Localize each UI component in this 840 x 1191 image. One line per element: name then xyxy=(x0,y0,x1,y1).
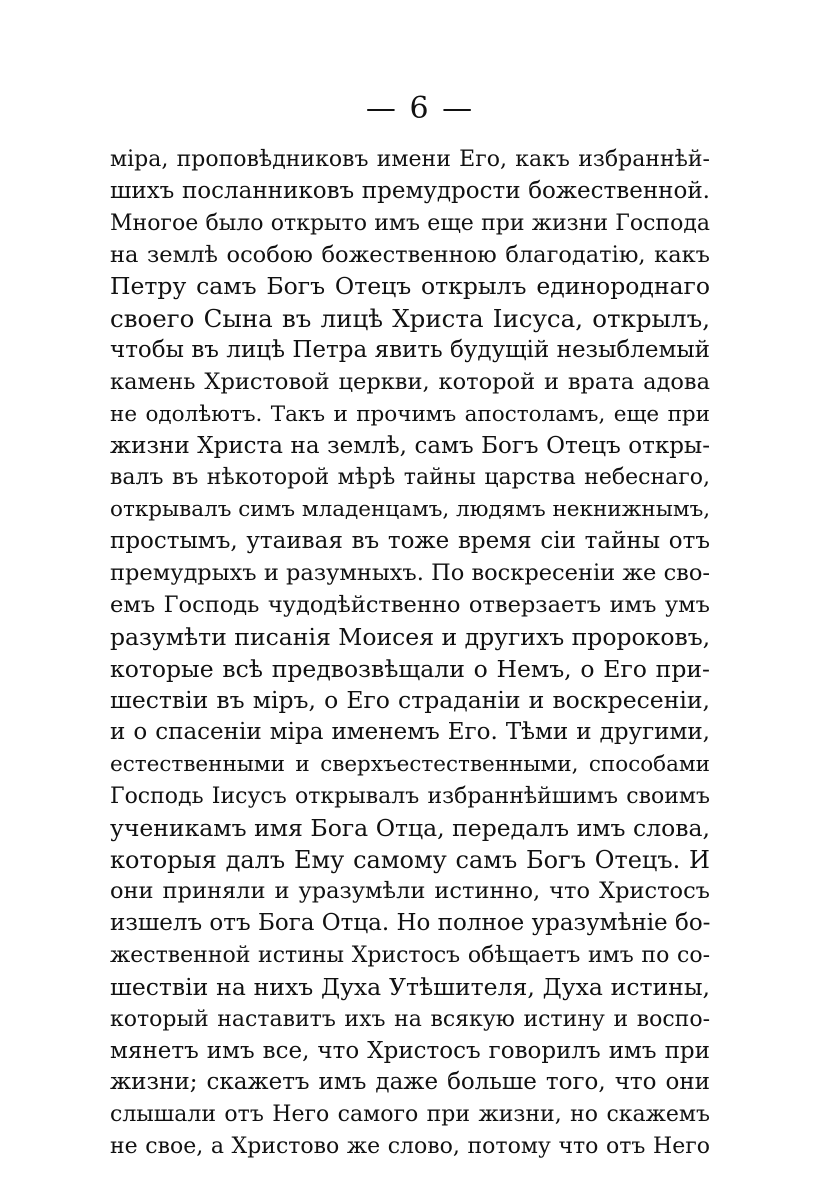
text-line: камень Христовой церкви, которой и врата адова xyxy=(110,368,710,395)
text-line: Многое было открыто имъ еще при жизни Господа xyxy=(110,210,710,236)
text-line: премудрыхъ и разумныхъ. По воскресеніи же сво- xyxy=(110,559,710,586)
text-line: не свое, а Христово же слово, потому что отъ Него xyxy=(110,1134,710,1160)
text-line: Петру самъ Богъ Отецъ открылъ единороднаго xyxy=(110,272,710,301)
text-line: не одолѣютъ. Такъ и прочимъ апостоламъ, еще при xyxy=(110,401,710,427)
text-line: Господь Іисусъ открывалъ избраннѣйшимъ своимъ xyxy=(110,783,710,809)
text-line: чтобы въ лицѣ Петра явить будущій незыблемый xyxy=(110,337,710,364)
text-line: который наставитъ ихъ на всякую истину и воспо- xyxy=(110,1006,710,1032)
text-line: жизни Христа на землѣ, самъ Богъ Отецъ откры- xyxy=(110,432,710,459)
text-line: открывалъ симъ младенцамъ, людямъ некнижнымъ, xyxy=(110,497,710,523)
text-line: шествіи въ міръ, о Его страданіи и воскресеніи, xyxy=(110,686,710,715)
text-line: на землѣ особою божественною благодатію, какъ xyxy=(110,241,710,268)
text-line: шихъ посланниковъ премудрости божественной. xyxy=(110,177,710,204)
text-line: емъ Господь чудодѣйственно отверзаетъ имъ умъ xyxy=(110,591,710,618)
text-line: слышали отъ Него самого при жизни, но скажемъ xyxy=(110,1102,710,1128)
text-line: и о спасеніи міра именемъ Его. Тѣми и другими, xyxy=(110,719,710,746)
text-line: ученикамъ имя Бога Отца, передалъ имъ слова, xyxy=(110,813,710,842)
text-line: валъ въ нѣкоторой мѣрѣ тайны царства небеснаго, xyxy=(110,465,710,491)
text-line: разумѣти писанія Моисея и другихъ пророковъ, xyxy=(110,622,710,651)
text-line: своего Сына въ лицѣ Христа Іисуса, открылъ, xyxy=(110,304,710,334)
text-line: изшелъ отъ Бога Отца. Но полное уразумѣніе бо- xyxy=(110,910,710,937)
text-line: они приняли и уразумѣли истинно, что Христосъ xyxy=(110,878,710,905)
text-line: жественной истины Христосъ обѣщаетъ имъ по со- xyxy=(110,943,710,969)
text-line: міра, проповѣдниковъ имени Его, какъ избраннѣй- xyxy=(110,147,710,172)
text-line: естественными и сверхъестественными, способами xyxy=(110,752,710,778)
text-line: которые всѣ предвозвѣщали о Немъ, о Его при- xyxy=(110,654,710,683)
page-number: — 6 — xyxy=(365,91,475,126)
text-line: мянетъ имъ все, что Христосъ говорилъ имъ при xyxy=(110,1037,710,1064)
text-line: шествіи на нихъ Духа Утѣшителя, Духа истины, xyxy=(110,972,710,1001)
body-text xyxy=(110,144,710,1163)
text-line: жизни; скажетъ имъ даже больше того, что они xyxy=(110,1069,710,1096)
text-line: простымъ, утаивая въ тоже время сіи тайны отъ xyxy=(110,528,710,555)
text-line: которыя далъ Ему самому самъ Богъ Отецъ. И xyxy=(110,845,710,874)
